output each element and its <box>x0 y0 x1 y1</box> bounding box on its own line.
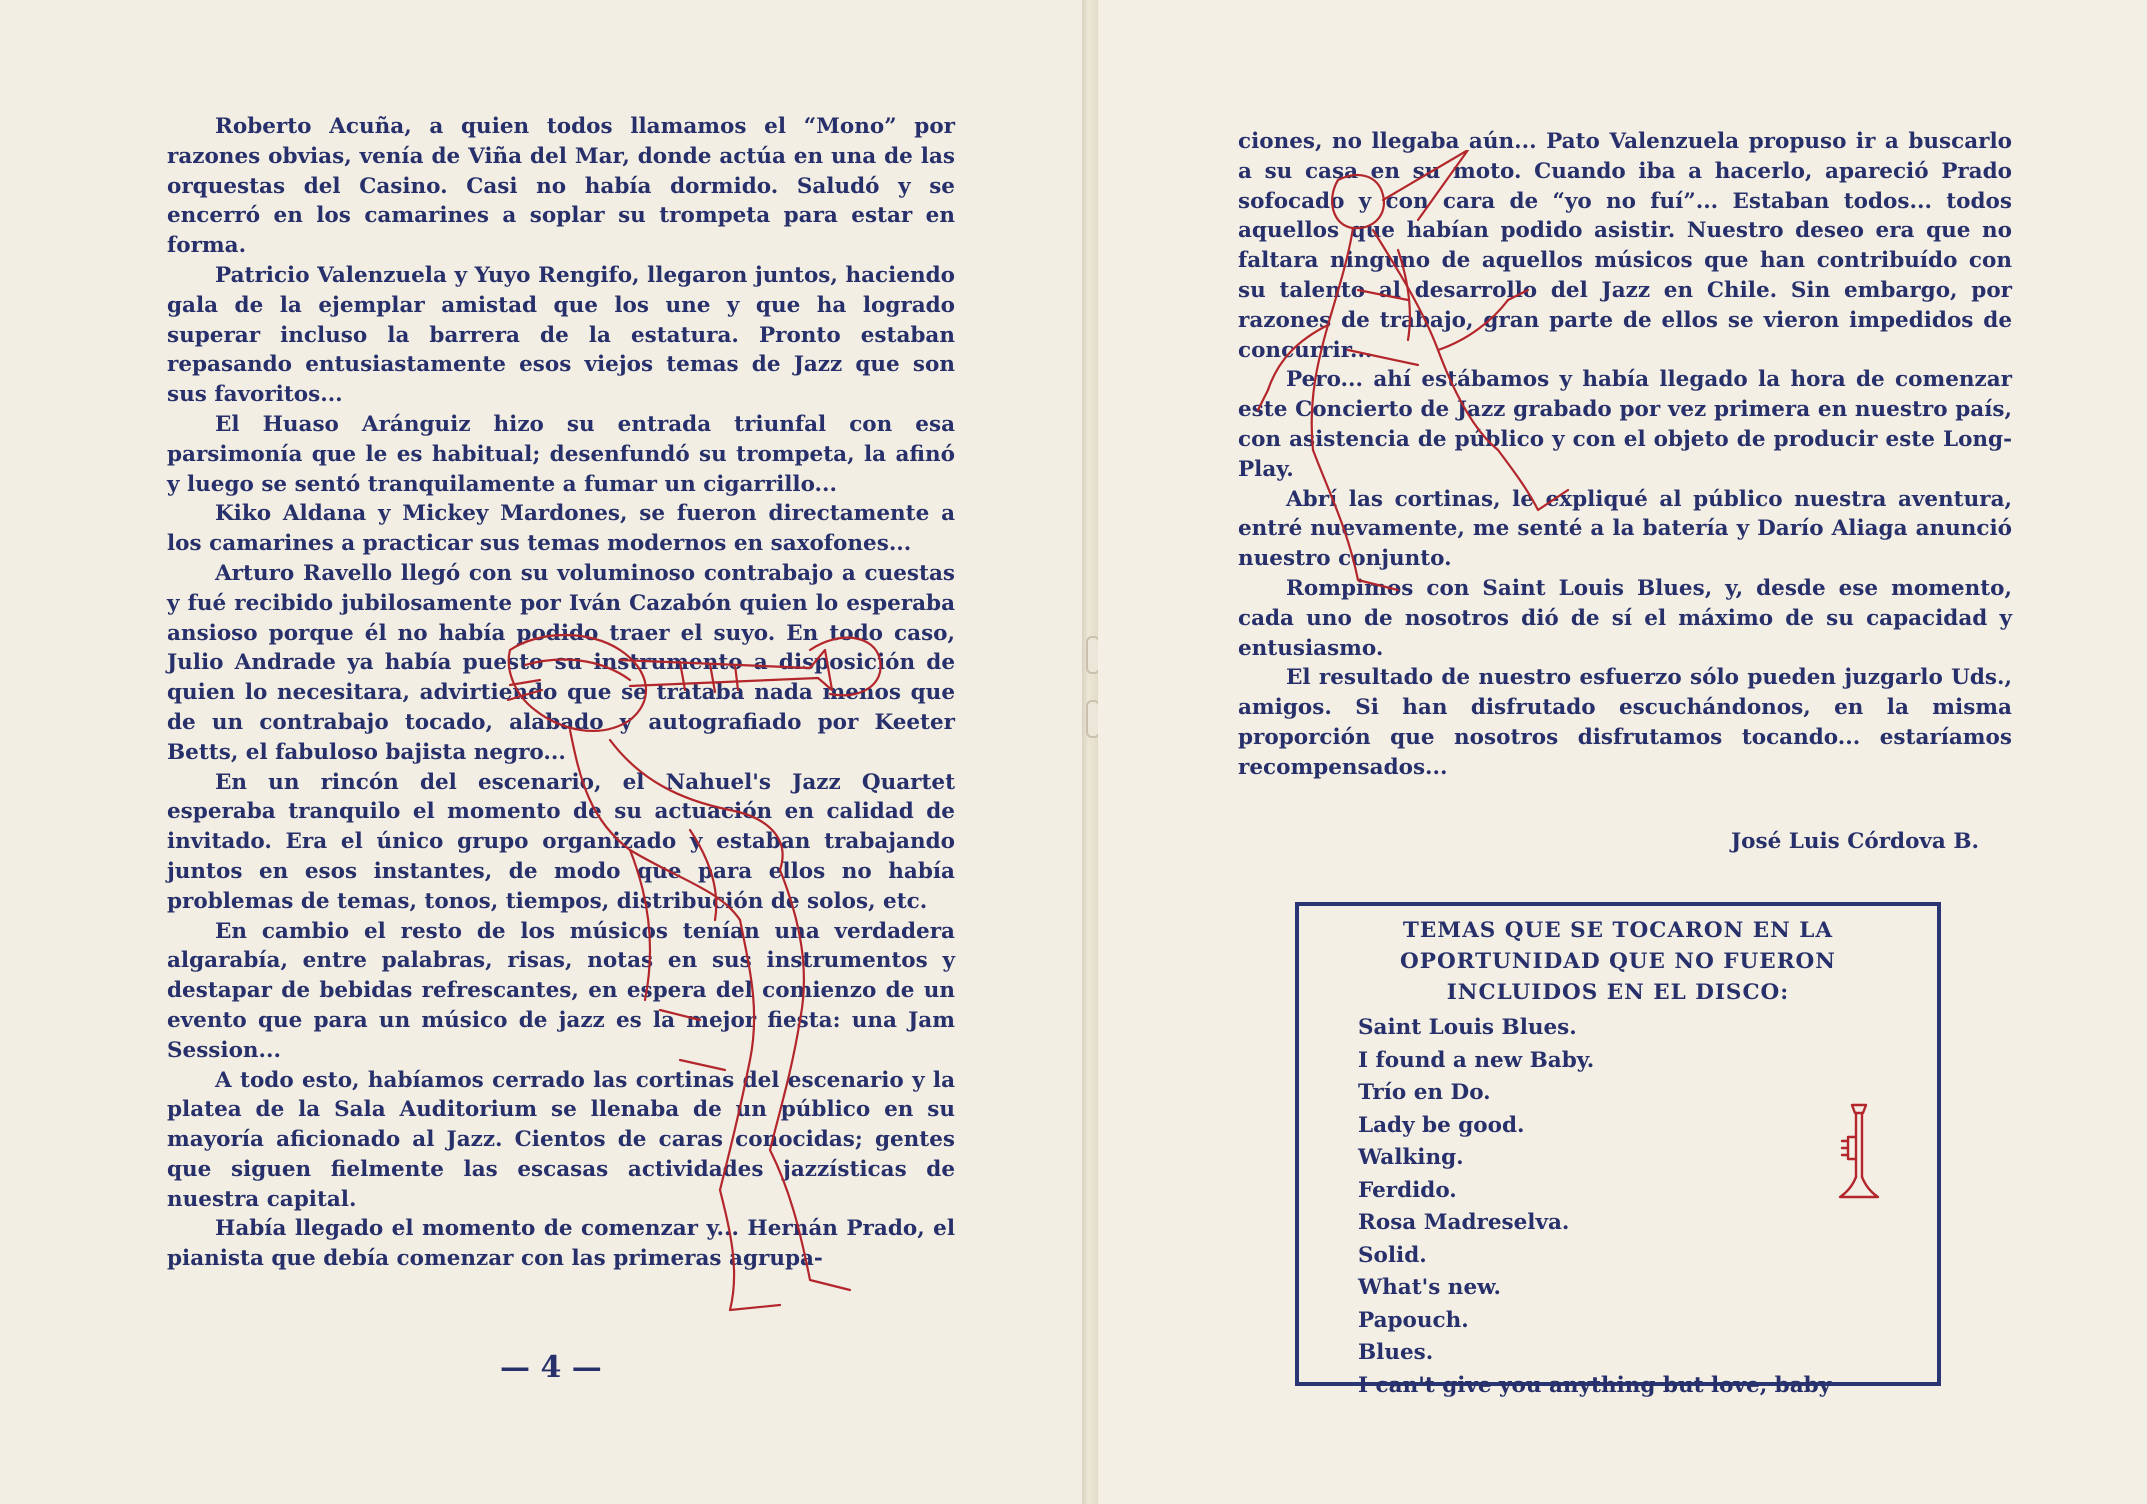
themes-title-line: OPORTUNIDAD QUE NO FUERON <box>1400 949 1836 974</box>
paragraph: Rompimos con Saint Louis Blues, y, desde ese momento, cada uno de nosotros dió de sí el máximo de su capacidad y entusiasmo. <box>1238 575 2012 661</box>
paragraph: Abrí las cortinas, le expliqué al público nuestra aventura, entré nuevamente, me senté a la batería y Darío Aliaga anunció nuestro conjunto. <box>1238 486 2012 572</box>
themes-title <box>1299 915 1937 1008</box>
paragraph: Patricio Valenzuela y Yuyo Rengifo, llegaron juntos, haciendo gala de la ejemplar amistad que los une y que ha logrado superar incluso la barrera de la estatura. Pronto estaban repasando entusiastamente esos viejos temas de Jazz que son sus favoritos... <box>167 262 955 408</box>
list-item: Rosa Madreselva. <box>1358 1210 1570 1235</box>
trumpet-icon <box>1834 1097 1884 1207</box>
booklet-gutter <box>1082 0 1098 1504</box>
paragraph: El Huaso Aránguiz hizo su entrada triunfal con esa parsimonía que le es habitual; desenfundó su trompeta, la afinó y luego se sentó tranquilamente a fumar un cigarrillo... <box>167 411 955 497</box>
themes-list <box>1299 1012 1937 1402</box>
right-page <box>1098 0 2147 1504</box>
page-number: — 4 — <box>500 1350 602 1385</box>
list-item: What's new. <box>1358 1275 1501 1300</box>
paragraph: En un rincón del escenario, el Nahuel's Jazz Quartet esperaba tranquilo el momento de su actuación en calidad de invitado. Era el único grupo organizado y estaban trabajando juntos en esos instantes, de modo que para ellos no había problemas de temas, tonos, tiempos, distribución de solos, etc. <box>167 769 955 914</box>
paragraph: Había llegado el momento de comenzar y... Hernán Prado, el pianista que debía comenzar con las primeras agrupa- <box>167 1216 955 1272</box>
list-item: I can't give you anything but love, baby <box>1358 1372 1832 1398</box>
list-item: Lady be good. <box>1358 1112 1525 1138</box>
list-item: Walking. <box>1358 1145 1464 1170</box>
themes-title-line: INCLUIDOS EN EL DISCO: <box>1446 980 1790 1005</box>
paragraph: Kiko Aldana y Mickey Mardones, se fueron directamente a los camarines a practicar sus temas modernos en saxofones... <box>167 501 955 557</box>
list-item: Ferdido. <box>1358 1177 1457 1203</box>
paragraph: Roberto Acuña, a quien todos llamamos el “Mono” por razones obvias, venía de Viña del Mar, donde actúa en una de las orquestas del Casino. Casi no había dormido. Saludó y se encerró en los camarines a soplar su trompeta para estar en forma. <box>167 114 955 259</box>
list-item: Saint Louis Blues. <box>1358 1015 1577 1040</box>
paragraph: Pero... ahí estábamos y había llegado la hora de comenzar este Concierto de Jazz grabado por vez primera en nuestro país, con asistencia de público y con el objeto de producir este Long-Play. <box>1238 367 2012 482</box>
themes-box <box>1295 902 1941 1398</box>
paragraph: En cambio el resto de los músicos tenían una verdadera algarabía, entre palabras, risas, notas en sus instrumentos y destapar de bebidas refrescantes, en espera del comienzo de un evento que para un músico de jazz es la mejor fiesta: una Jam Session... <box>167 918 955 1063</box>
themes-title-line: TEMAS QUE SE TOCARON EN LA <box>1402 918 1834 943</box>
paragraph: Arturo Ravello llegó con su voluminoso contrabajo a cuestas y fué recibido jubilosamente por Iván Cazabón quien lo esperaba ansioso porque él no había podido traer el suyo. En todo caso, Julio Andrade ya había puesto su instrumento a disposición de quien lo necesitara, advirtiendo que se trataba nada menos que de un contrabajo tocado, alabado y autografiado por Keeter Betts, el fabuloso bajista negro... <box>167 560 955 765</box>
right-page-text <box>1238 127 2012 783</box>
list-item: Trío en Do. <box>1358 1080 1491 1105</box>
paragraph: A todo esto, habíamos cerrado las cortinas del escenario y la platea de la Sala Auditorium se llenaba de un público en su mayoría aficionado al Jazz. Cientos de caras conocidas; gentes que siguen fielmente las escasas actividades jazzísticas de nuestra capital. <box>167 1067 955 1212</box>
paragraph: El resultado de nuestro esfuerzo sólo pueden juzgarlo Uds., amigos. Si han disfrutado escuchándonos, en la misma proporción que nosotros disfrutamos tocando... estaríamos recompensados... <box>1238 665 2012 780</box>
list-item: Blues. <box>1358 1340 1434 1365</box>
list-item: Papouch. <box>1358 1307 1469 1333</box>
paragraph: ciones, no llegaba aún... Pato Valenzuela propuso ir a buscarlo a su casa en su moto. Cuando iba a hacerlo, apareció Prado sofocado y con cara de “yo no fuí”... Estaban todos... todos aquellos que habían podido asistir. Nuestro deseo era que no faltara ninguno de aquellos músicos que han contribuído con su talento al desarrollo del Jazz en Chile. Sin embargo, por razones de trabajo, gran parte de ellos se vieron impedidos de concurrir... <box>1238 129 2012 363</box>
list-item: Solid. <box>1358 1242 1427 1268</box>
left-page-text <box>167 112 955 1274</box>
signature: José Luis Córdova B. <box>1730 829 1979 854</box>
list-item: I found a new Baby. <box>1358 1047 1595 1073</box>
